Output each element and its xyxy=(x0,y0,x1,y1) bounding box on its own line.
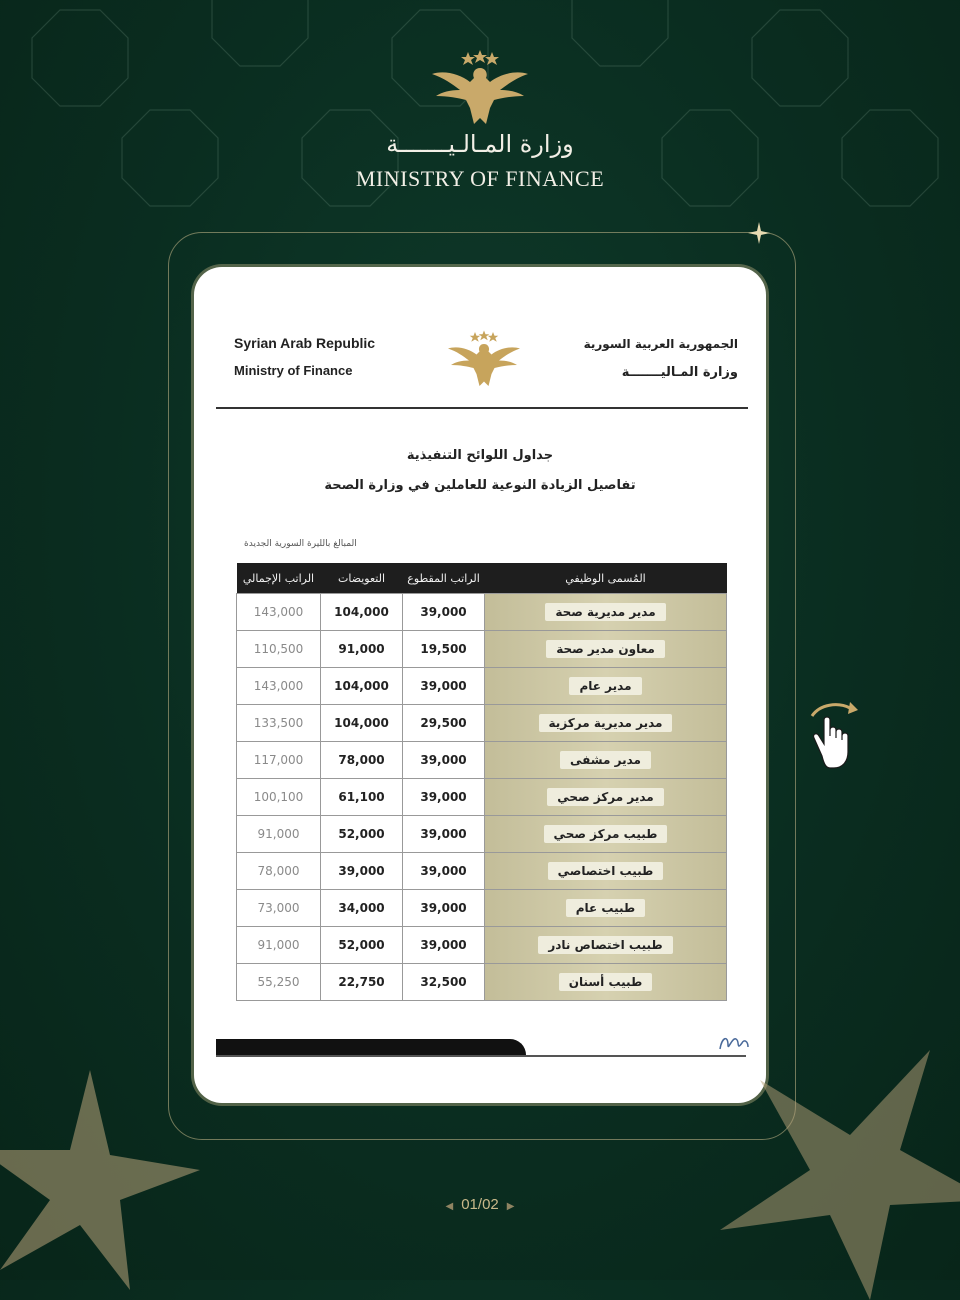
sparkle-icon xyxy=(748,222,770,244)
allowance-cell: 104,000 xyxy=(321,594,403,631)
chevron-left-icon[interactable]: ◀ xyxy=(445,1201,454,1212)
page-total: 02 xyxy=(482,1196,499,1213)
total-salary-cell: 143,000 xyxy=(237,594,321,631)
base-salary-cell: 39,000 xyxy=(403,890,485,927)
ministry-name-arabic: وزارة المـاليـــــــة xyxy=(621,365,738,380)
allowance-cell: 52,000 xyxy=(321,816,403,853)
republic-name-arabic: الجمهورية العربية السورية xyxy=(583,337,738,351)
table-row xyxy=(237,816,727,853)
table-row xyxy=(237,668,727,705)
page-current: 01 xyxy=(461,1196,478,1213)
allowance-cell: 39,000 xyxy=(321,853,403,890)
job-title-cell xyxy=(485,816,727,853)
table-row xyxy=(237,705,727,742)
base-salary-cell: 39,000 xyxy=(403,742,485,779)
table-row xyxy=(237,890,727,927)
total-salary-cell: 117,000 xyxy=(237,742,321,779)
salary-table xyxy=(236,563,727,1001)
base-salary-cell: 29,500 xyxy=(403,705,485,742)
table-row xyxy=(237,594,727,631)
job-title-label: طبيب مركز صحي xyxy=(544,825,668,843)
table-row xyxy=(237,631,727,668)
allowance-cell: 52,000 xyxy=(321,927,403,964)
job-title-label: مدير مديرية مركزية xyxy=(539,714,673,732)
chevron-right-icon[interactable]: ▶ xyxy=(506,1201,515,1212)
job-title-cell xyxy=(485,964,727,1001)
job-title-label: طبيب أسنان xyxy=(559,973,653,991)
document-eagle-icon xyxy=(444,329,524,389)
total-salary-cell: 91,000 xyxy=(237,816,321,853)
header-allowance: التعويضات xyxy=(321,563,403,594)
base-salary-cell: 39,000 xyxy=(403,594,485,631)
currency-note: المبالغ بالليرة السورية الجديدة xyxy=(244,539,357,549)
job-title-cell xyxy=(485,594,727,631)
job-title-label: معاون مدير صحة xyxy=(546,640,665,658)
page-separator: / xyxy=(477,1196,483,1213)
job-title-label: طبيب اختصاص نادر xyxy=(538,936,672,954)
allowance-cell: 61,100 xyxy=(321,779,403,816)
allowance-cell: 91,000 xyxy=(321,631,403,668)
eagle-emblem-icon xyxy=(430,48,530,128)
ministry-title-arabic: وزارة المـالـيـــــــة xyxy=(386,130,574,158)
republic-name-english: Syrian Arab Republic xyxy=(234,335,376,351)
table-header-row xyxy=(237,563,727,594)
table-row xyxy=(237,853,727,890)
header-divider xyxy=(216,407,748,409)
footer-line xyxy=(216,1055,746,1057)
job-title-cell xyxy=(485,779,727,816)
swipe-hand-icon[interactable] xyxy=(800,696,868,774)
decorative-star-icon xyxy=(700,1040,960,1300)
footer-bar xyxy=(216,1039,526,1055)
allowance-cell: 34,000 xyxy=(321,890,403,927)
job-title-cell xyxy=(485,705,727,742)
ministry-name-english: Ministry of Finance xyxy=(234,363,353,378)
total-salary-cell: 143,000 xyxy=(237,668,321,705)
header-title: المُسمى الوظيفي xyxy=(485,563,727,594)
base-salary-cell: 19,500 xyxy=(403,631,485,668)
base-salary-cell: 39,000 xyxy=(403,853,485,890)
job-title-label: مدير مركز صحي xyxy=(547,788,663,806)
allowance-cell: 104,000 xyxy=(321,668,403,705)
total-salary-cell: 100,100 xyxy=(237,779,321,816)
table-row xyxy=(237,927,727,964)
job-title-label: مدير مديرية صحة xyxy=(545,603,665,621)
document-page xyxy=(194,267,766,1103)
job-title-label: طبيب عام xyxy=(566,899,645,917)
total-salary-cell: 73,000 xyxy=(237,890,321,927)
decorative-star-icon xyxy=(0,1060,210,1300)
header-base: الراتب المقطوع xyxy=(403,563,485,594)
allowance-cell: 104,000 xyxy=(321,705,403,742)
job-title-label: مدير مشفى xyxy=(560,751,651,769)
job-title-cell xyxy=(485,890,727,927)
job-title-label: طبيب اختصاصي xyxy=(548,862,664,880)
job-title-cell xyxy=(485,742,727,779)
base-salary-cell: 39,000 xyxy=(403,927,485,964)
document-title: جداول اللوائح التنفيذية xyxy=(406,448,554,463)
base-salary-cell: 32,500 xyxy=(403,964,485,1001)
job-title-label: مدير عام xyxy=(569,677,641,695)
table-row xyxy=(237,779,727,816)
header-total: الراتب الإجمالي xyxy=(237,563,321,594)
total-salary-cell: 133,500 xyxy=(237,705,321,742)
document-subtitle: تفاصيل الزيادة النوعية للعاملين في وزارة الصحة xyxy=(324,478,636,493)
job-title-cell xyxy=(485,927,727,964)
base-salary-cell: 39,000 xyxy=(403,668,485,705)
base-salary-cell: 39,000 xyxy=(403,779,485,816)
base-salary-cell: 39,000 xyxy=(403,816,485,853)
total-salary-cell: 78,000 xyxy=(237,853,321,890)
ministry-title-english: MINISTRY OF FINANCE xyxy=(355,166,605,191)
total-salary-cell: 55,250 xyxy=(237,964,321,1001)
page-indicator xyxy=(0,1196,960,1213)
document-card xyxy=(194,267,766,1103)
table-row xyxy=(237,964,727,1001)
job-title-cell xyxy=(485,853,727,890)
total-salary-cell: 91,000 xyxy=(237,927,321,964)
allowance-cell: 78,000 xyxy=(321,742,403,779)
job-title-cell xyxy=(485,631,727,668)
job-title-cell xyxy=(485,668,727,705)
table-row xyxy=(237,742,727,779)
allowance-cell: 22,750 xyxy=(321,964,403,1001)
total-salary-cell: 110,500 xyxy=(237,631,321,668)
